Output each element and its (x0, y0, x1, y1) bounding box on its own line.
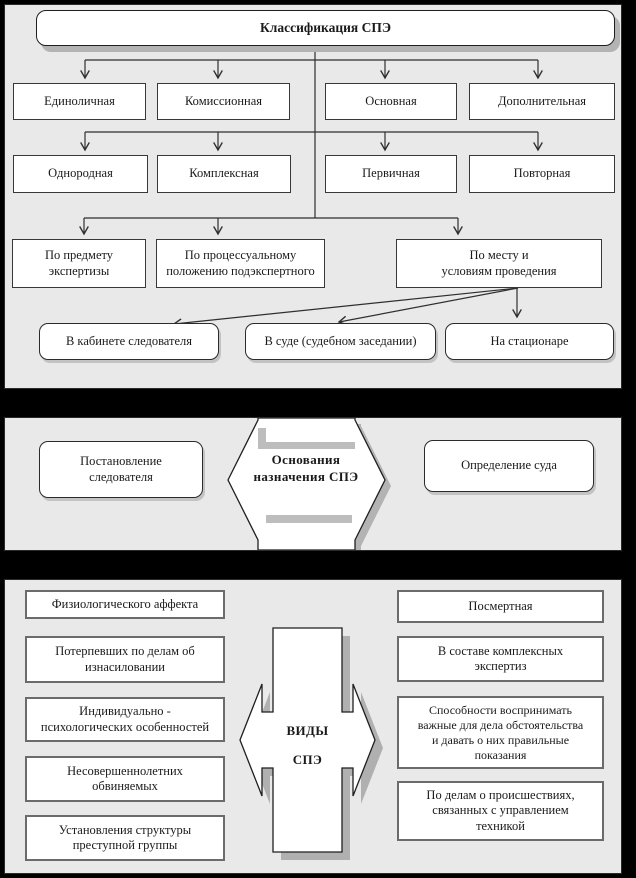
node-label-line: В составе комплексных (437, 643, 564, 658)
node-ustanovleniya (25, 815, 225, 861)
node-label-line: и давать о них правильные (431, 732, 570, 747)
node-label-line: экспертиз (474, 659, 527, 673)
node-label: Однородная (48, 166, 113, 181)
node-label-line: следователя (89, 469, 153, 484)
node-label-line: Установления структуры (58, 822, 192, 837)
node-po-predmetu (12, 239, 146, 288)
node-edinolichnaya (13, 83, 146, 120)
node-postanovlenie (39, 441, 203, 498)
node-label-line: психологических особенностей (40, 719, 210, 734)
node-label-line: экспертизы (48, 263, 110, 278)
node-label: На стационаре (490, 333, 569, 348)
node-v-sostave (397, 636, 604, 682)
node-label-line: техникой (476, 818, 525, 833)
node-label: Повторная (513, 166, 571, 181)
node-label-line: Потерпевших по делам об (55, 644, 195, 658)
node-label: В кабинете следователя (65, 333, 193, 348)
node-v-sude (245, 323, 436, 360)
node-po-delam (397, 781, 604, 841)
grounds-label-line: назначения СПЭ (253, 469, 359, 484)
node-classification-title (36, 10, 615, 46)
node-nesovershennoletnih (25, 756, 225, 802)
node-label-line: условиям проведения (441, 263, 557, 278)
node-label-line: По делам о происшествиях, (426, 787, 575, 802)
node-label-line: связанных с управлением (432, 803, 569, 818)
node-label: Определение суда (461, 458, 557, 473)
node-label-line: положению подэкспертного (166, 263, 315, 278)
node-sposobnosti (397, 696, 604, 769)
node-posmertnaya (397, 590, 604, 623)
node-label: Дополнительная (497, 93, 587, 108)
node-label-line: важные для дела обстоятельства (417, 717, 584, 732)
node-v-kabinete (39, 323, 219, 360)
section-types (4, 579, 622, 874)
node-label-line: показания (474, 747, 527, 762)
section-classification (4, 4, 622, 389)
types-label-line: ВИДЫ (286, 723, 329, 738)
node-label: Основная (365, 93, 417, 108)
node-label: Посмертная (468, 598, 533, 613)
node-label: Классификация СПЭ (260, 20, 391, 36)
node-individualno (25, 697, 225, 742)
node-dopolnitelnaya (469, 83, 615, 120)
grounds-arrow-label (233, 451, 379, 485)
node-label-line: обвиняемых (92, 779, 158, 793)
node-na-stacionare (445, 323, 614, 360)
node-osnovnaya (325, 83, 457, 120)
node-pervichnaya (325, 155, 457, 193)
node-label-line: Способности воспринимать (428, 702, 572, 717)
node-label: Комиссионная (184, 93, 263, 108)
node-kompleksnaya (157, 155, 291, 193)
node-label: В суде (судебном заседании) (264, 333, 417, 348)
grounds-label-line: Основания (271, 452, 341, 467)
node-povtornaya (469, 155, 615, 193)
node-label-line: преступной группы (72, 838, 178, 852)
node-label-line: изнасиловании (85, 659, 165, 674)
node-label-line: По месту и (469, 248, 529, 262)
node-label: Физиологического аффекта (51, 596, 199, 611)
node-label-line: Несовершеннолетних (67, 763, 183, 778)
node-po-processualnomu (156, 239, 325, 288)
node-label-line: Индивидуально - (79, 704, 171, 718)
node-komissionnaya (157, 83, 290, 120)
node-poterpevshih (25, 636, 225, 683)
node-label-line: По процессуальному (184, 248, 297, 262)
node-label: Первичная (362, 166, 420, 181)
node-affekta (25, 590, 225, 619)
node-label: Единоличная (44, 93, 115, 108)
section-grounds (4, 417, 622, 551)
types-label-line: СПЭ (292, 752, 323, 767)
node-label-line: Постановление (80, 454, 162, 468)
node-label: Комплексная (189, 166, 259, 181)
node-po-mestu (396, 239, 602, 288)
node-odnorodnaya (13, 155, 148, 193)
node-label-line: По предмету (44, 248, 114, 262)
node-opredelenie (424, 440, 594, 492)
types-arrow-label (257, 723, 358, 768)
